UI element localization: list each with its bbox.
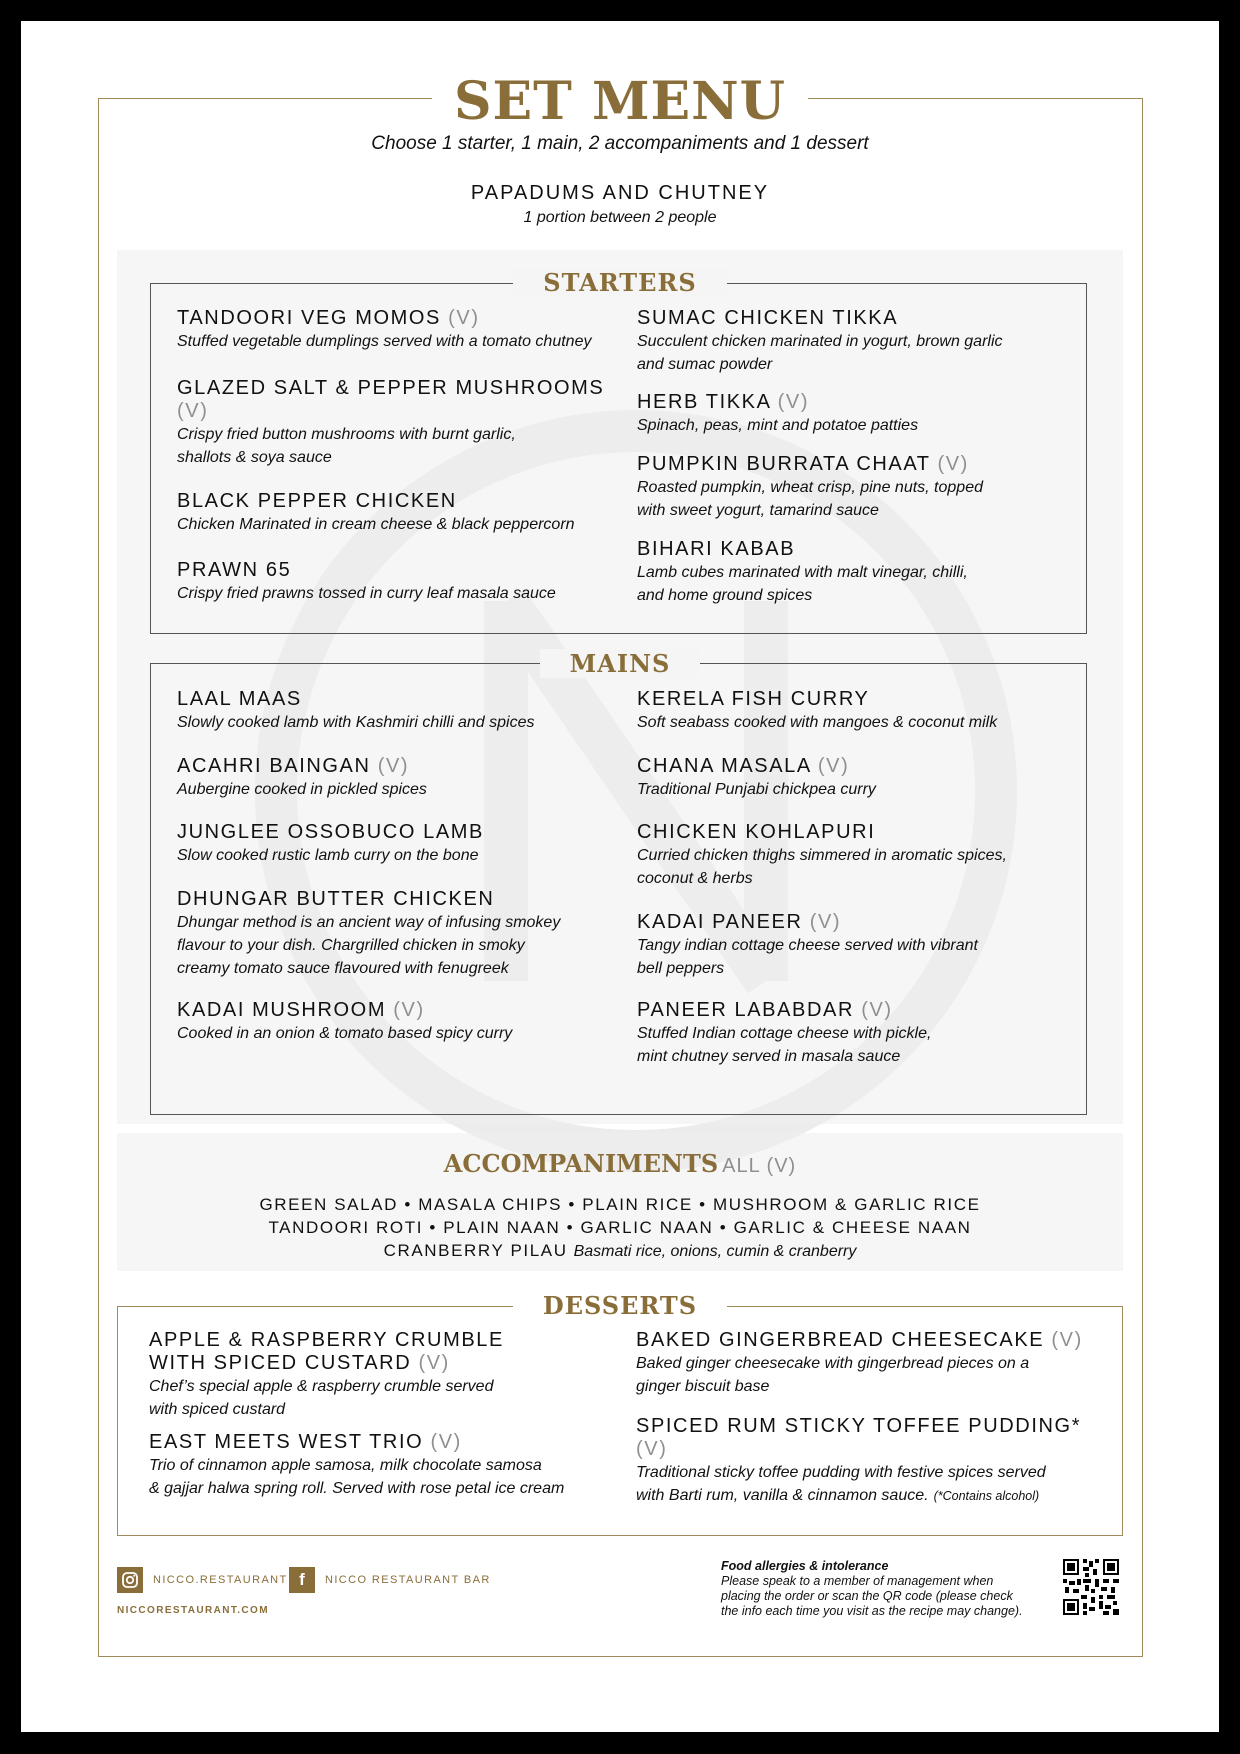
- menu-item-description-text: Traditional sticky toffee pudding with festive spices served: [636, 1464, 1046, 1481]
- menu-item-description-text: Crispy fried prawns tossed in curry leaf masala sauce: [177, 585, 556, 602]
- menu-item-name-text: KADAI PANEER: [637, 911, 803, 933]
- menu-item-name: [177, 999, 617, 1022]
- vegetarian-badge: (V): [377, 755, 410, 777]
- vegetarian-badge: (V): [861, 999, 893, 1021]
- menu-item-description: [636, 1352, 1096, 1375]
- desserts-heading: [21, 1291, 1219, 1320]
- vegetarian-badge: (V): [1051, 1329, 1083, 1351]
- menu-item: [637, 538, 1077, 607]
- facebook-link[interactable]: [289, 1567, 491, 1593]
- instagram-link[interactable]: [117, 1567, 288, 1593]
- menu-item-name-text: HERB TIKKA: [637, 391, 771, 413]
- menu-item-description-text: with Barti rum, vanilla & cinnamon sauce.: [636, 1487, 929, 1504]
- accompaniments-line-2: TANDOORI ROTI • PLAIN NAAN • GARLIC NAAN • GARLIC & CHEESE NAAN: [268, 1218, 972, 1237]
- menu-page: [21, 21, 1219, 1732]
- menu-item-name: [637, 453, 1077, 476]
- menu-item-name: [177, 821, 617, 844]
- menu-item: [637, 821, 1077, 890]
- menu-item: [637, 999, 1077, 1068]
- menu-item-description-text: Tangy indian cottage cheese served with vibrant: [637, 937, 978, 954]
- alcohol-note: (*Contains alcohol): [933, 1489, 1040, 1503]
- menu-item-name-text: WITH SPICED CUSTARD: [149, 1352, 412, 1374]
- facebook-handle: NICCO RESTAURANT BAR: [325, 1574, 491, 1586]
- menu-item-name-text: BIHARI KABAB: [637, 538, 796, 560]
- accompaniments-all-veg: ALL (V): [722, 1155, 797, 1177]
- menu-item-description-text: shallots & soya sauce: [177, 449, 332, 466]
- papadums-note: 1 portion between 2 people: [523, 209, 717, 226]
- menu-item-description-text: flavour to your dish. Chargrilled chicken in smoky: [177, 937, 525, 954]
- menu-item-description: [637, 330, 1077, 353]
- menu-item-name-text: PUMPKIN BURRATA CHAAT: [637, 453, 931, 475]
- page-subtitle: Choose 1 starter, 1 main, 2 accompaniments and 1 dessert: [371, 133, 869, 154]
- menu-item: [177, 755, 617, 801]
- menu-item: [637, 307, 1077, 376]
- menu-item-name-text: TANDOORI VEG MOMOS: [177, 307, 441, 329]
- menu-item-name: [177, 888, 617, 911]
- menu-item-description: [637, 957, 1077, 980]
- menu-item-name-text: SUMAC CHICKEN TIKKA: [637, 307, 899, 329]
- menu-item-description-text: Chicken Marinated in cream cheese & black peppercorn: [177, 516, 575, 533]
- menu-item-description-text: Slow cooked rustic lamb curry on the bone: [177, 847, 479, 864]
- menu-item-description-text: Crispy fried button mushrooms with burnt garlic,: [177, 426, 516, 443]
- menu-item-description-text: Soft seabass cooked with mangoes & coconut milk: [637, 714, 998, 731]
- allergy-line: placing the order or scan the QR code (please check: [721, 1589, 1013, 1603]
- menu-item-description-text: Trio of cinnamon apple samosa, milk chocolate samosa: [149, 1457, 542, 1474]
- menu-item-description: [177, 911, 617, 934]
- menu-item-description: [177, 513, 617, 536]
- vegetarian-badge: (V): [777, 391, 810, 413]
- menu-item-name: [177, 559, 617, 582]
- instagram-icon: [117, 1567, 143, 1593]
- menu-item-name-text: APPLE & RASPBERRY CRUMBLE: [149, 1329, 504, 1351]
- menu-item-description-text: with sweet yogurt, tamarind sauce: [637, 502, 879, 519]
- menu-item-description-text: Aubergine cooked in pickled spices: [177, 781, 427, 798]
- menu-item: [637, 911, 1077, 980]
- menu-item-name-text: SPICED RUM STICKY TOFFEE PUDDING*: [636, 1415, 1082, 1437]
- menu-item-description: [177, 423, 617, 446]
- menu-item-name-text: KADAI MUSHROOM: [177, 999, 387, 1021]
- menu-item-name: [149, 1352, 609, 1375]
- menu-item-description-text: Chef’s special apple & raspberry crumble served: [149, 1378, 494, 1395]
- accompaniments-heading: [21, 1149, 1219, 1178]
- menu-item: [177, 821, 617, 867]
- menu-item-description: [177, 330, 617, 353]
- menu-item-name: [177, 377, 617, 400]
- menu-item-description-text: mint chutney served in masala sauce: [637, 1048, 901, 1065]
- menu-item-description-text: Slowly cooked lamb with Kashmiri chilli and spices: [177, 714, 535, 731]
- menu-item-description: [177, 934, 617, 957]
- menu-item-description: [177, 778, 617, 801]
- menu-item-description: [637, 1045, 1077, 1068]
- menu-item-description-text: Baked ginger cheesecake with gingerbread pieces on a: [636, 1355, 1030, 1372]
- menu-item: [177, 490, 617, 536]
- menu-item-description: [637, 584, 1077, 607]
- menu-item-name-text: GLAZED SALT & PEPPER MUSHROOMS: [177, 377, 605, 399]
- menu-item-description-text: Cooked in an onion & tomato based spicy curry: [177, 1025, 513, 1042]
- menu-item-description-text: Lamb cubes marinated with malt vinegar, chilli,: [637, 564, 968, 581]
- menu-item-name: [637, 999, 1077, 1022]
- cranberry-pilau-name: CRANBERRY PILAU: [383, 1241, 568, 1260]
- allergy-line: the info each time you visit as the recipe may change).: [721, 1604, 1023, 1618]
- menu-item-name: [637, 911, 1077, 934]
- menu-item-description: [177, 446, 617, 469]
- menu-item-description-text: bell peppers: [637, 960, 725, 977]
- vegetarian-badge: (V): [393, 999, 425, 1021]
- menu-item: [149, 1329, 609, 1421]
- vegetarian-badge: (V): [809, 911, 842, 933]
- menu-item-description-text: coconut & herbs: [637, 870, 753, 887]
- vegetarian-badge: (V): [817, 755, 850, 777]
- menu-item-description: [177, 582, 617, 605]
- menu-item-name: [177, 490, 617, 513]
- mains-title: MAINS: [540, 649, 701, 678]
- menu-item-description-text: with spiced custard: [149, 1401, 286, 1418]
- menu-item-description-text: Stuffed vegetable dumplings served with a tomato chutney: [177, 333, 592, 350]
- menu-item-description-text: Succulent chicken marinated in yogurt, brown garlic: [637, 333, 1003, 350]
- menu-item-name-text: CHANA MASALA: [637, 755, 811, 777]
- menu-item-description: [149, 1398, 609, 1421]
- menu-item-description: [637, 499, 1077, 522]
- accompaniments-title: ACCOMPANIMENTS: [443, 1149, 719, 1178]
- menu-item-name: [637, 538, 1077, 561]
- menu-item-description: [177, 844, 617, 867]
- menu-item-name: [177, 307, 617, 330]
- facebook-icon: f: [289, 1567, 315, 1593]
- menu-item-description: [177, 711, 617, 734]
- menu-item: [637, 453, 1077, 522]
- menu-item-description-text: & gajjar halwa spring roll. Served with rose petal ice cream: [149, 1480, 565, 1497]
- menu-item-description-text: and home ground spices: [637, 587, 813, 604]
- menu-item-name: [637, 755, 1077, 778]
- menu-item-name-text: PRAWN 65: [177, 559, 292, 581]
- header: [21, 69, 1219, 135]
- menu-item-name-text: CHICKEN KOHLAPURI: [637, 821, 876, 843]
- menu-item-description: [149, 1454, 609, 1477]
- vegetarian-badge: (V): [418, 1352, 450, 1374]
- menu-item-description: [637, 1022, 1077, 1045]
- menu-item-name-text: BAKED GINGERBREAD CHEESECAKE: [636, 1329, 1045, 1351]
- menu-item-name: [637, 688, 1077, 711]
- menu-item-description-text: Stuffed Indian cottage cheese with pickle,: [637, 1025, 932, 1042]
- menu-item-description: [637, 414, 1077, 437]
- menu-item-name-text: JUNGLEE OSSOBUCO LAMB: [177, 821, 484, 843]
- menu-item-description-text: Dhungar method is an ancient way of infusing smokey: [177, 914, 561, 931]
- menu-item-description: [637, 353, 1077, 376]
- allergy-title: Food allergies & intolerance: [721, 1559, 889, 1573]
- menu-item-description: [637, 561, 1077, 584]
- menu-item-description-text: Spinach, peas, mint and potatoe patties: [637, 417, 919, 434]
- menu-item-description-text: creamy tomato sauce flavoured with fenugreek: [177, 960, 509, 977]
- menu-item-name: [177, 755, 617, 778]
- menu-item-description: [637, 711, 1077, 734]
- vegetarian-badge: (V): [448, 307, 480, 329]
- menu-item-name-text: KERELA FISH CURRY: [637, 688, 870, 710]
- allergy-notice: [721, 1559, 1051, 1619]
- menu-item-description: [636, 1375, 1096, 1398]
- starters-title: STARTERS: [513, 268, 726, 297]
- menu-item: [637, 688, 1077, 734]
- menu-item-name-text: PANEER LABABDAR: [637, 999, 855, 1021]
- papadums-title: PAPADUMS AND CHUTNEY: [470, 182, 770, 204]
- menu-item: [177, 688, 617, 734]
- menu-item-description: [177, 957, 617, 980]
- menu-item-description: [149, 1477, 609, 1500]
- menu-item-description: [637, 844, 1077, 867]
- menu-item-description-text: Traditional Punjabi chickpea curry: [637, 781, 876, 798]
- menu-item-name: [636, 1415, 1096, 1438]
- mains-heading: [21, 649, 1219, 678]
- menu-item-name-text: ACAHRI BAINGAN: [177, 755, 371, 777]
- menu-item-description: [149, 1375, 609, 1398]
- menu-item-description: [637, 476, 1077, 499]
- menu-item-name: [636, 1329, 1096, 1352]
- menu-item: [177, 999, 617, 1045]
- menu-item-description: [637, 867, 1077, 890]
- website-link[interactable]: NICCORESTAURANT.COM: [117, 1605, 269, 1616]
- starters-heading: [21, 268, 1219, 297]
- menu-item-description: [177, 1022, 617, 1045]
- menu-item-name-text: BLACK PEPPER CHICKEN: [177, 490, 457, 512]
- menu-item-name: [637, 391, 1077, 414]
- menu-item: [636, 1415, 1096, 1508]
- cranberry-pilau-desc: Basmati rice, onions, cumin & cranberry: [573, 1243, 857, 1260]
- menu-item-description: [636, 1461, 1096, 1484]
- menu-item-name-text: EAST MEETS WEST TRIO: [149, 1431, 424, 1453]
- menu-item-description-text: Curried chicken thighs simmered in aromatic spices,: [637, 847, 1007, 864]
- menu-item: [636, 1329, 1096, 1398]
- menu-item-description: [637, 778, 1077, 801]
- vegetarian-badge: (V): [636, 1438, 668, 1460]
- menu-item-description-text: and sumac powder: [637, 356, 773, 373]
- desserts-title: DESSERTS: [513, 1291, 727, 1320]
- allergy-line: Please speak to a member of management when: [721, 1574, 994, 1588]
- menu-item-description-text: Roasted pumpkin, wheat crisp, pine nuts, topped: [637, 479, 983, 496]
- vegetarian-badge: (V): [937, 453, 969, 475]
- menu-item-name: [149, 1329, 609, 1352]
- menu-item-name: [637, 821, 1077, 844]
- qr-code-icon[interactable]: [1063, 1559, 1119, 1615]
- menu-item-name: [177, 688, 617, 711]
- menu-item: [177, 377, 617, 469]
- menu-item: [637, 755, 1077, 801]
- menu-item-name: [149, 1431, 609, 1454]
- menu-item-name: [637, 307, 1077, 330]
- menu-item: [177, 888, 617, 980]
- menu-item-name-text: LAAL MAAS: [177, 688, 302, 710]
- vegetarian-badge: (V): [177, 400, 209, 422]
- accompaniments-line-3: [21, 1241, 1219, 1261]
- menu-item-name-text: DHUNGAR BUTTER CHICKEN: [177, 888, 495, 910]
- menu-item: [149, 1431, 609, 1500]
- menu-item-description: [636, 1484, 1096, 1508]
- menu-item-description-text: ginger biscuit base: [636, 1378, 770, 1395]
- vegetarian-badge: (V): [430, 1431, 462, 1453]
- menu-item: [177, 307, 617, 353]
- page-title: SET MENU: [432, 69, 808, 135]
- instagram-handle: NICCO.RESTAURANT: [153, 1574, 288, 1586]
- menu-item: [637, 391, 1077, 437]
- accompaniments-line-1: GREEN SALAD • MASALA CHIPS • PLAIN RICE • MUSHROOM & GARLIC RICE: [259, 1195, 981, 1214]
- menu-item: [177, 559, 617, 605]
- menu-item-description: [637, 934, 1077, 957]
